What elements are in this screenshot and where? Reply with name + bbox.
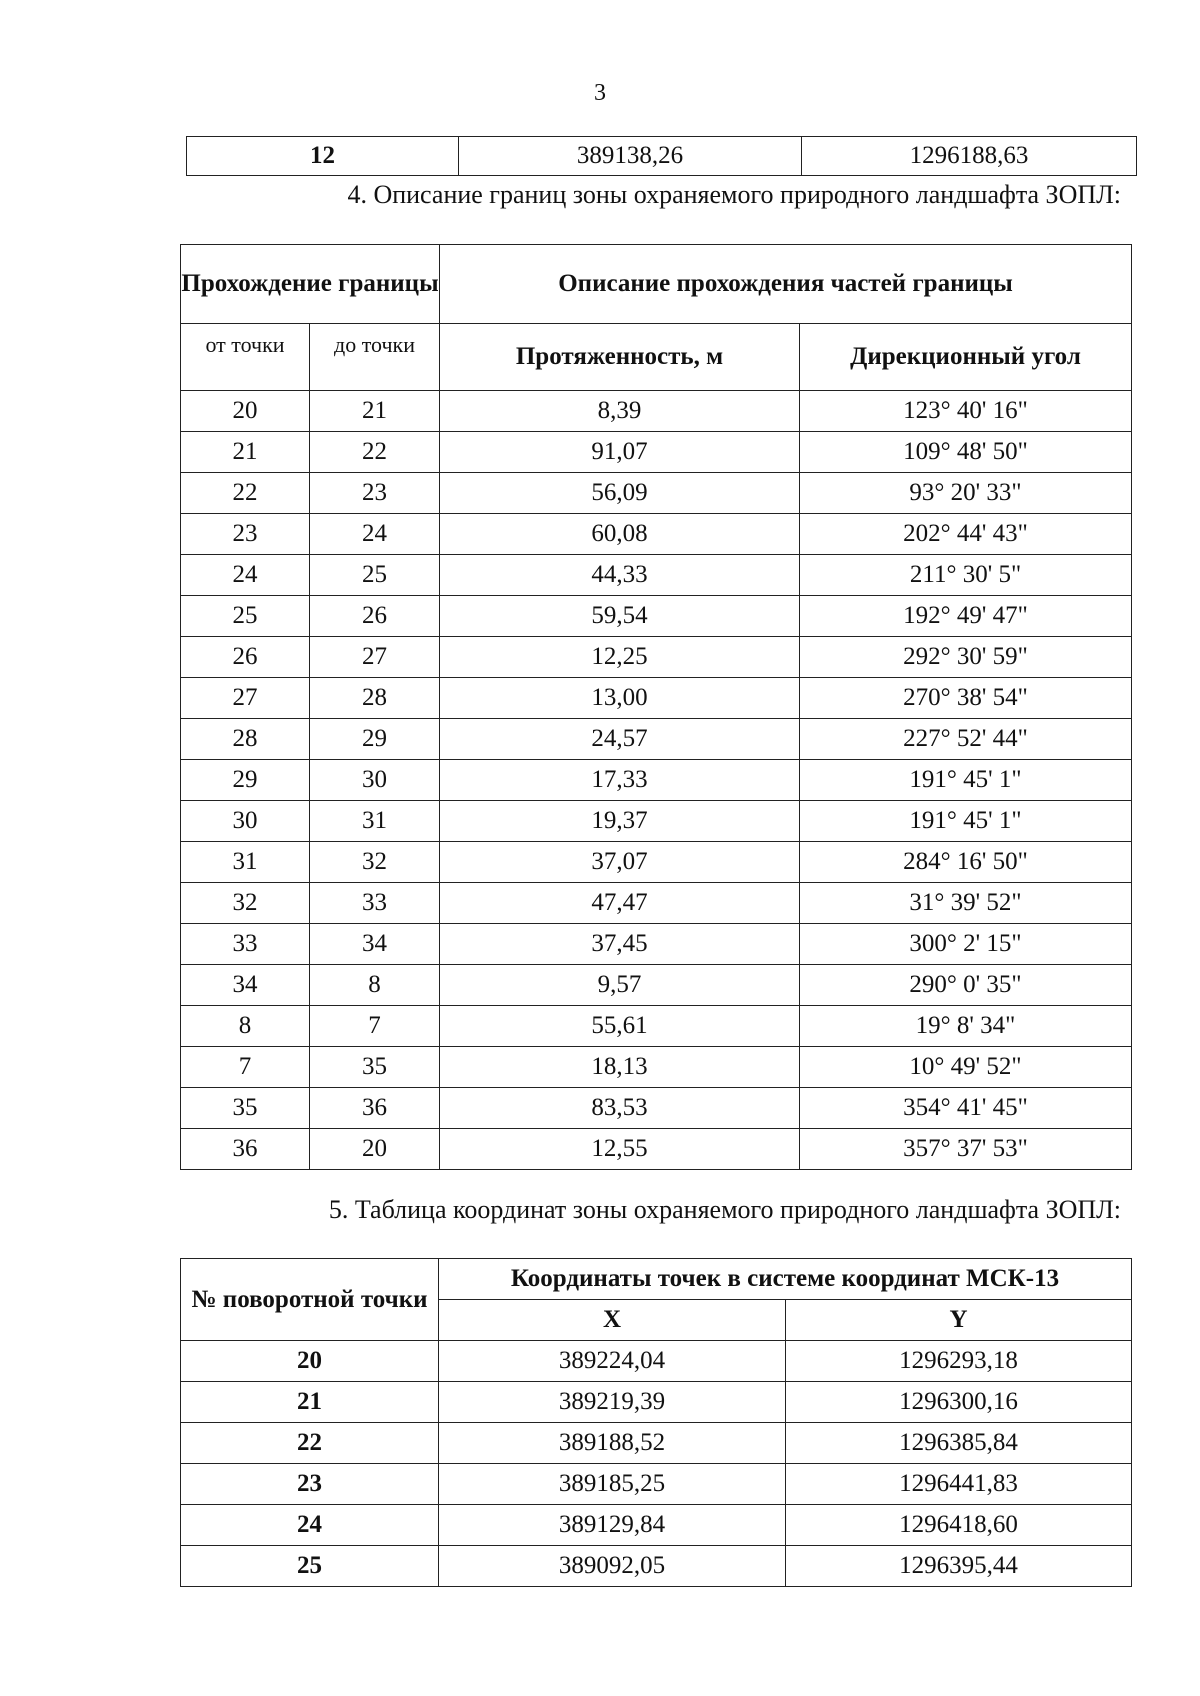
table-cell: 1296293,18 xyxy=(786,1341,1132,1382)
table-cell: 24,57 xyxy=(440,719,800,760)
page-number: 3 xyxy=(594,80,606,106)
table-row xyxy=(181,432,1132,473)
table-cell: 9,57 xyxy=(440,965,800,1006)
table-cell: 7 xyxy=(310,1006,440,1047)
table-cell: 389138,26 xyxy=(459,137,802,176)
table-cell: 22 xyxy=(181,1423,439,1464)
boundary-description-body xyxy=(181,391,1132,1170)
continuation-table xyxy=(186,136,1137,176)
table-cell: 32 xyxy=(181,883,310,924)
table-cell: 1296395,44 xyxy=(786,1546,1132,1587)
header-x: X xyxy=(439,1300,786,1341)
table-row xyxy=(181,1423,1132,1464)
table-cell: 35 xyxy=(181,1088,310,1129)
table-cell: 24 xyxy=(181,1505,439,1546)
table-cell: 1296418,60 xyxy=(786,1505,1132,1546)
header-length: Протяженность, м xyxy=(440,324,800,391)
table-row xyxy=(181,842,1132,883)
table-cell: 389129,84 xyxy=(439,1505,786,1546)
table-cell: 35 xyxy=(310,1047,440,1088)
table-cell: 91,07 xyxy=(440,432,800,473)
table-row xyxy=(181,1341,1132,1382)
table-cell: 27 xyxy=(310,637,440,678)
table-cell: 109° 48' 50" xyxy=(800,432,1132,473)
table-cell: 30 xyxy=(310,760,440,801)
table-cell: 270° 38' 54" xyxy=(800,678,1132,719)
table-cell: 18,13 xyxy=(440,1047,800,1088)
table-cell: 34 xyxy=(181,965,310,1006)
table-cell: 30 xyxy=(181,801,310,842)
table-cell: 12,25 xyxy=(440,637,800,678)
table-row xyxy=(181,719,1132,760)
table-cell: 59,54 xyxy=(440,596,800,637)
header-from-point: от точки xyxy=(181,324,310,391)
section-5-heading: 5. Таблица координат зоны охраняемого природного ландшафта ЗОПЛ: xyxy=(328,1195,1121,1224)
table-cell: 191° 45' 1" xyxy=(800,801,1132,842)
table-cell: 10° 49' 52" xyxy=(800,1047,1132,1088)
table-cell: 1296300,16 xyxy=(786,1382,1132,1423)
table-row xyxy=(181,1464,1132,1505)
table-row xyxy=(181,473,1132,514)
table-cell: 192° 49' 47" xyxy=(800,596,1132,637)
table-row xyxy=(181,637,1132,678)
table-cell: 284° 16' 50" xyxy=(800,842,1132,883)
table-row xyxy=(181,883,1132,924)
table-cell: 21 xyxy=(181,1382,439,1423)
table-cell: 20 xyxy=(310,1129,440,1170)
header-point-number: № поворотной точки xyxy=(181,1259,439,1341)
table-row xyxy=(181,1546,1132,1587)
table-cell: 22 xyxy=(181,473,310,514)
table-row xyxy=(181,678,1132,719)
table-cell: 292° 30' 59" xyxy=(800,637,1132,678)
table-row xyxy=(181,555,1132,596)
table-cell: 1296188,63 xyxy=(802,137,1137,176)
table-cell: 389092,05 xyxy=(439,1546,786,1587)
table-cell: 29 xyxy=(181,760,310,801)
table-cell: 20 xyxy=(181,1341,439,1382)
table-cell: 12 xyxy=(187,137,459,176)
table-row xyxy=(187,137,1137,176)
table-cell: 19° 8' 34" xyxy=(800,1006,1132,1047)
table-cell: 33 xyxy=(181,924,310,965)
table-cell: 300° 2' 15" xyxy=(800,924,1132,965)
table-cell: 33 xyxy=(310,883,440,924)
table-cell: 22 xyxy=(310,432,440,473)
table-cell: 26 xyxy=(181,637,310,678)
table-cell: 8 xyxy=(310,965,440,1006)
table-row xyxy=(181,596,1132,637)
table-cell: 27 xyxy=(181,678,310,719)
table-cell: 31° 39' 52" xyxy=(800,883,1132,924)
continuation-table-body xyxy=(187,137,1137,176)
header-passage: Прохождение границы xyxy=(181,245,440,324)
table-cell: 25 xyxy=(310,555,440,596)
table-cell: 44,33 xyxy=(440,555,800,596)
table-cell: 31 xyxy=(181,842,310,883)
table-cell: 36 xyxy=(181,1129,310,1170)
header-coordinates: Координаты точек в системе координат МСК-13 xyxy=(439,1259,1132,1300)
table-cell: 24 xyxy=(181,555,310,596)
table-cell: 37,07 xyxy=(440,842,800,883)
header-description: Описание прохождения частей границы xyxy=(440,245,1132,324)
table-cell: 24 xyxy=(310,514,440,555)
table-cell: 31 xyxy=(310,801,440,842)
table-cell: 389224,04 xyxy=(439,1341,786,1382)
table-cell: 13,00 xyxy=(440,678,800,719)
table-row xyxy=(181,391,1132,432)
table-row xyxy=(181,1006,1132,1047)
table-cell: 389188,52 xyxy=(439,1423,786,1464)
table-cell: 28 xyxy=(310,678,440,719)
table-cell: 389219,39 xyxy=(439,1382,786,1423)
table-row xyxy=(181,1088,1132,1129)
table-cell: 17,33 xyxy=(440,760,800,801)
table-cell: 1296441,83 xyxy=(786,1464,1132,1505)
table-cell: 21 xyxy=(181,432,310,473)
table-row xyxy=(181,801,1132,842)
table-cell: 83,53 xyxy=(440,1088,800,1129)
table-row xyxy=(181,1382,1132,1423)
header-angle: Дирекционный угол xyxy=(800,324,1132,391)
table-row xyxy=(181,965,1132,1006)
table-cell: 7 xyxy=(181,1047,310,1088)
table-cell: 290° 0' 35" xyxy=(800,965,1132,1006)
section-4-heading: 4. Описание границ зоны охраняемого природного ландшафта ЗОПЛ: xyxy=(347,180,1121,209)
table-cell: 23 xyxy=(181,514,310,555)
table-cell: 202° 44' 43" xyxy=(800,514,1132,555)
coordinates-table xyxy=(180,1258,1132,1587)
table-row xyxy=(181,1505,1132,1546)
table-cell: 1296385,84 xyxy=(786,1423,1132,1464)
table-row xyxy=(181,1129,1132,1170)
table-cell: 12,55 xyxy=(440,1129,800,1170)
table-cell: 211° 30' 5" xyxy=(800,555,1132,596)
table-cell: 32 xyxy=(310,842,440,883)
table-cell: 29 xyxy=(310,719,440,760)
table-cell: 34 xyxy=(310,924,440,965)
table-cell: 93° 20' 33" xyxy=(800,473,1132,514)
table-row xyxy=(181,760,1132,801)
table-cell: 123° 40' 16" xyxy=(800,391,1132,432)
table-cell: 389185,25 xyxy=(439,1464,786,1505)
table-cell: 8,39 xyxy=(440,391,800,432)
table-cell: 8 xyxy=(181,1006,310,1047)
coordinates-body xyxy=(181,1341,1132,1587)
table-cell: 191° 45' 1" xyxy=(800,760,1132,801)
table-cell: 25 xyxy=(181,1546,439,1587)
table-cell: 36 xyxy=(310,1088,440,1129)
table-cell: 20 xyxy=(181,391,310,432)
table-cell: 26 xyxy=(310,596,440,637)
table-row xyxy=(181,924,1132,965)
table-cell: 55,61 xyxy=(440,1006,800,1047)
table-row xyxy=(181,514,1132,555)
table-cell: 23 xyxy=(181,1464,439,1505)
table-cell: 21 xyxy=(310,391,440,432)
table-cell: 25 xyxy=(181,596,310,637)
table-cell: 37,45 xyxy=(440,924,800,965)
table-cell: 23 xyxy=(310,473,440,514)
table-cell: 56,09 xyxy=(440,473,800,514)
boundary-description-table xyxy=(180,244,1132,1170)
table-cell: 47,47 xyxy=(440,883,800,924)
table-cell: 357° 37' 53" xyxy=(800,1129,1132,1170)
header-y: Y xyxy=(786,1300,1132,1341)
table-cell: 227° 52' 44" xyxy=(800,719,1132,760)
table-cell: 354° 41' 45" xyxy=(800,1088,1132,1129)
header-to-point: до точки xyxy=(310,324,440,391)
table-cell: 28 xyxy=(181,719,310,760)
table-cell: 19,37 xyxy=(440,801,800,842)
table-cell: 60,08 xyxy=(440,514,800,555)
table-row xyxy=(181,1047,1132,1088)
